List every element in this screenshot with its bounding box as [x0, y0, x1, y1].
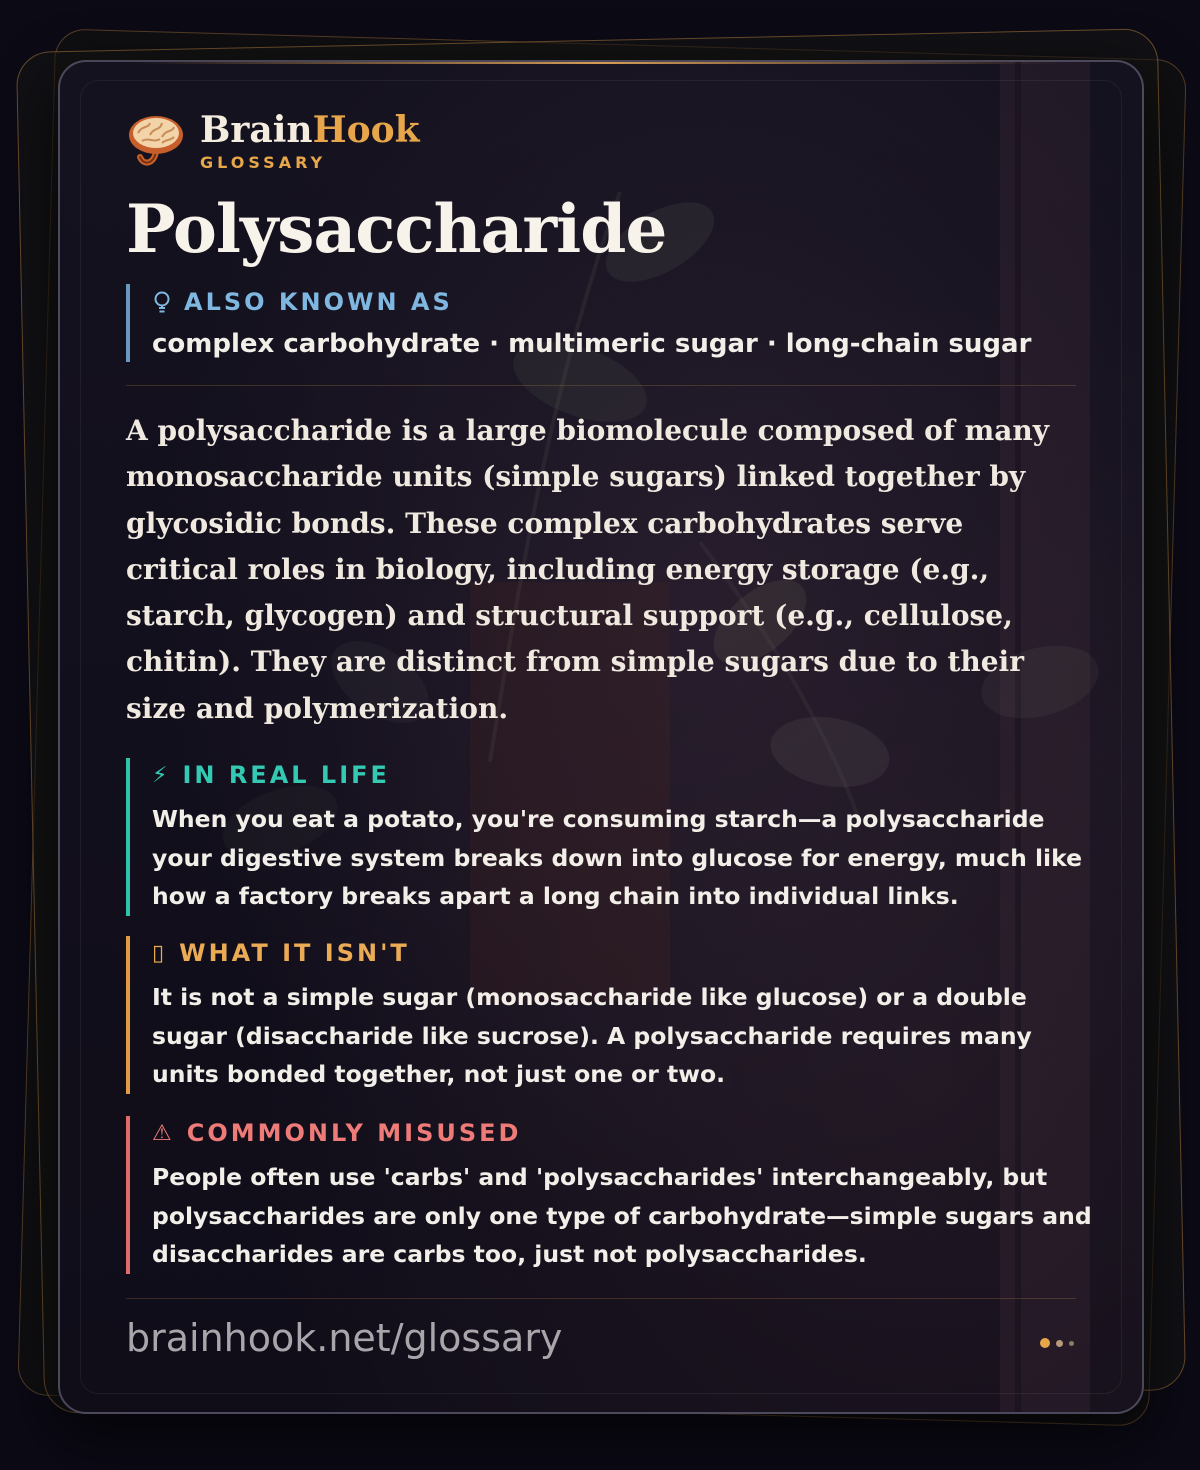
brand-subtitle: GLOSSARY [200, 152, 327, 172]
term-title: Polysaccharide [126, 190, 667, 268]
glossary-card [58, 60, 1144, 1414]
top-divider [126, 385, 1076, 386]
bottom-divider [126, 1298, 1076, 1299]
brand-name-part1: Brain [200, 108, 313, 151]
also-known-as-block [126, 284, 1102, 362]
note-in-real-life-label: IN REAL LIFE [182, 761, 390, 789]
page-dots [1040, 1338, 1080, 1348]
note-in-real-life-heading [152, 758, 1102, 792]
brain-hook-logo-icon [126, 111, 186, 171]
lightning-icon: ⚡ [152, 762, 171, 788]
brand-name-part2: Hook [312, 108, 420, 151]
also-known-as-terms: complex carbohydrate · multimeric sugar · long-chain sugar [152, 329, 1032, 359]
page-dot [1069, 1341, 1074, 1346]
note-in-real-life-body: When you eat a potato, you're consuming starch—a polysaccharide your digestive system breaks down into glucose for energy, much like how a factory breaks apart a long chain into individual links. [152, 805, 1083, 910]
box-icon: ▯ [152, 940, 168, 966]
lightbulb-icon [152, 290, 172, 314]
brand-header [126, 106, 420, 176]
also-known-as-label: ALSO KNOWN AS [184, 288, 453, 316]
also-known-as-heading [152, 284, 1102, 320]
brand-name [200, 108, 420, 151]
note-commonly-misused-heading [152, 1116, 1102, 1150]
note-what-it-isnt-heading [152, 936, 1102, 970]
page-dot [1056, 1340, 1063, 1347]
note-what-it-isnt [126, 936, 1102, 1094]
note-commonly-misused-body: People often use 'carbs' and 'polysaccharides' interchangeably, but polysaccharides are only one type of carbohydrate—simple sugars and disaccharides are carbs too, just not polysaccharides. [152, 1163, 1092, 1268]
note-commonly-misused [126, 1116, 1102, 1274]
footer-url[interactable]: brainhook.net/glossary [126, 1316, 563, 1360]
page-dot-active [1040, 1338, 1050, 1348]
note-in-real-life [126, 758, 1102, 916]
warning-icon: ⚠ [152, 1120, 175, 1146]
note-what-it-isnt-body: It is not a simple sugar (monosaccharide like glucose) or a double sugar (disaccharide like sucrose). A polysaccharide requires many units bonded together, not just one or two. [152, 983, 1032, 1088]
note-commonly-misused-label: COMMONLY MISUSED [186, 1119, 522, 1147]
definition-text: A polysaccharide is a large biomolecule composed of many monosaccharide units (simple sugars) linked together by glycosidic bonds. These complex carbohydrates serve critical roles in biology, including energy storage (e.g., starch, glycogen) and structural support (e.g., cellulose, chitin). They are distinct from simple sugars due to their size and polymerization. [126, 414, 1050, 725]
note-what-it-isnt-label: WHAT IT ISN'T [179, 939, 410, 967]
